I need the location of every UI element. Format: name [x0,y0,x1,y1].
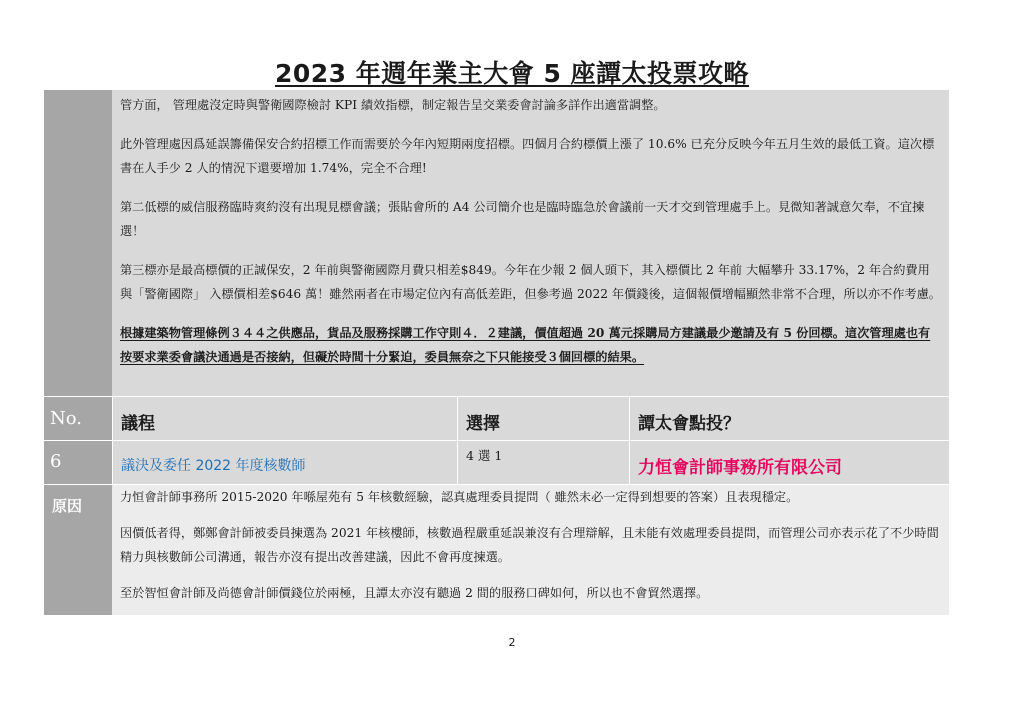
header-vote: 譚太會點投？ [629,397,949,440]
paragraph-ordinance: 根據建築物管理條例３４４之供應品，貨品及服務採購工作守則４．２建議，價值超過 20 萬元採購局方建議最少邀請及有 5 份回標。這次管理處也有按要求業委會議決通過是否接納，但礙於時間十分緊迫，委員無奈之下只能接受３個回標的結果。 [120,326,931,364]
paragraph-management: 管方面， 管理處沒定時與警衛國際檢討 KPI 績效指標，制定報告呈交業委會討論多詳作出適當調整。 [120,98,666,112]
page-number: 2 [508,636,516,649]
row-label-empty [44,90,112,396]
table-row [44,440,949,484]
reason-row [44,484,949,615]
item-vote: 力恒會計師事務所有限公司 [629,441,949,484]
header-choice: 選擇 [457,397,629,440]
reason-paragraph-3: 至於智恒會計師及尚德會計師價錢位於兩極，且譚太亦沒有聽過 2 間的服務口碑如何，所以也不會貿然選擇。 [120,586,709,600]
reason-paragraph-2: 因價低者得，鄭鄭會計師被委員揀選為 2021 年核樓師，核數過程嚴重延誤兼沒有合理辯解，且未能有效處理委員提問，而管理公司亦表示花了不少時間精力與核數師公司溝通，報告亦沒有提出改善建議，因此不會再度揀選。 [120,526,939,564]
voting-table [44,90,949,615]
table-header-row [44,396,949,440]
item-number: 6 [44,441,112,484]
reason-paragraph-1: 力恒會計師事務所 2015-2020 年喺屋苑有 5 年核數經驗，認真處理委員提問（ 雖然未必一定得到想要的答案）且表現穩定。 [120,490,799,504]
paragraph-tender-price: 此外管理處因爲延誤籌備保安合約招標工作而需要於今年內短期兩度招標。四個月合約標價上漲了 10.6% 已充分反映今年五月生效的最低工資。這次標書在人手少 2 人的情況下還要增加 1.74%，完全不合理! [120,137,935,175]
header-agenda: 議程 [112,397,457,440]
continued-content [112,90,949,396]
header-no: No. [44,397,112,440]
paragraph-second-bidder: 第二低標的威信服務臨時爽約沒有出現見標會議；張貼會所的 A4 公司簡介也是臨時臨急於會議前一天才交到管理處手上。見微知著誠意欠奉，不宜揀選！ [120,200,925,238]
page-title: 2023 年週年業主大會 5 座譚太投票攻略 [274,59,750,88]
table-row-continued [44,90,949,396]
paragraph-third-bidder: 第三標亦是最高標價的正誠保安，2 年前與警衛國際月費只相差$849。今年在少報 2 個人頭下，其入標價比 2 年前 大幅攀升 33.17%，2 年合約費用與「警衛國際」 入標價相差$646 萬！雖然兩者在市場定位內有高低差距，但參考過 2022 年價錢後，這個報價增幅顯然非常不合理，所以亦不作考慮。 [120,263,941,301]
item-agenda: 議決及委任 2022 年度核數師 [112,441,457,484]
reason-content [112,485,949,615]
item-choice: 4 選 1 [457,441,629,484]
reason-label: 原因 [44,485,112,615]
